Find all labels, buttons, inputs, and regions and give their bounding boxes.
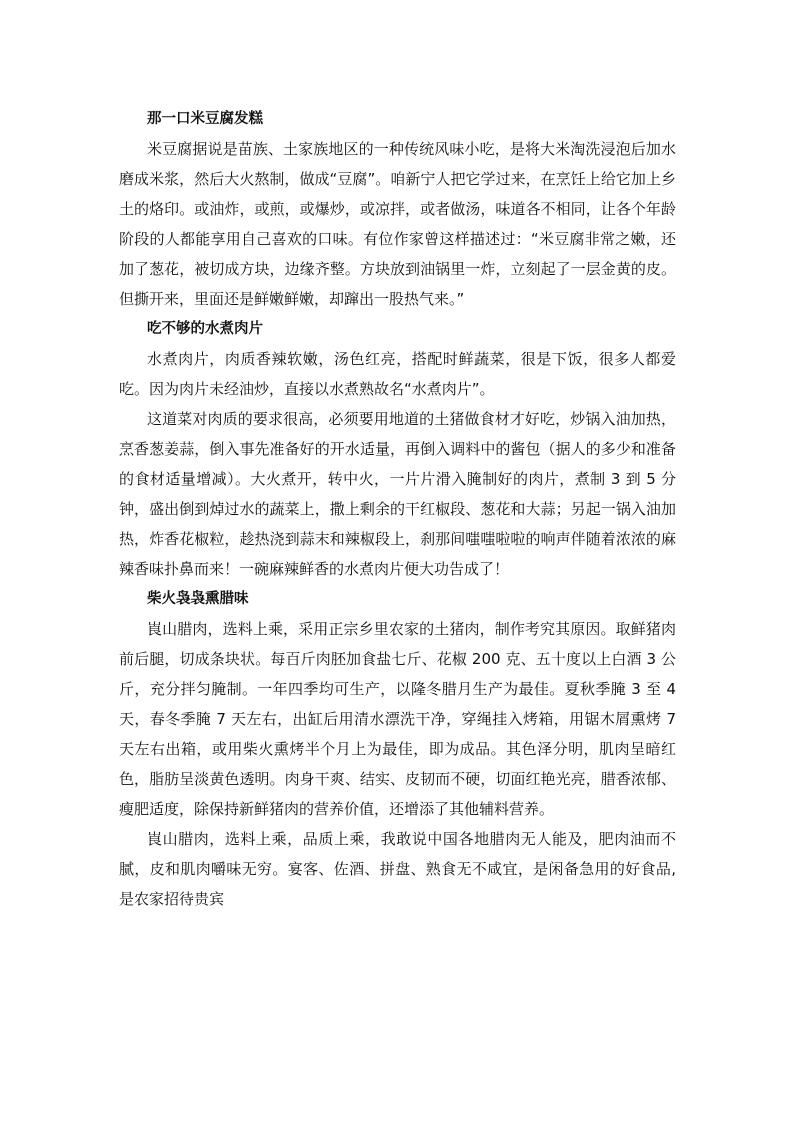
section-larou	[119, 584, 676, 914]
paragraph: 崀山腊肉，选料上乘，品质上乘，我敢说中国各地腊肉无人能及，肥肉油而不腻，皮和肌肉嚼味无穷。宴客、佐酒、拼盘、熟食无不咸宜，是闲备急用的好食品,是农家招待贵宾	[119, 830, 676, 908]
section-heading: 柴火袅袅熏腊味	[147, 591, 249, 607]
paragraph: 崀山腊肉，选料上乘，采用正宗乡里农家的土猪肉，制作考究其原因。取鲜猪肉前后腿，切成条块状。每百斤肉胚加食盐七斤、花椒 200 克、五十度以上白酒 3 公斤，充分拌匀腌制。一年四季均可生产，以隆冬腊月生产为最佳。夏秋季腌 3 至 4 天，春冬季腌 7 天左右，出缸后用清水漂洗干净，穿绳挂入烤箱，用锯木屑熏烤 7 天左右出箱，或用柴火熏烤半个月上为最佳，即为成品。其色泽分明，肌肉呈暗红色，脂肪呈淡黄色透明。肉身干爽、结实、皮韧而不硬，切面红艳光亮，腊香浓郁、瘦肥适度，除保持新鲜猪肉的营养价值，还增添了其他辅料营养。	[119, 620, 676, 818]
article-body	[119, 104, 676, 914]
paragraph: 米豆腐据说是苗族、土家族地区的一种传统风味小吃，是将大米淘洗浸泡后加水磨成米浆，然后大火熬制，做成“豆腐”。咱新宁人把它学过来，在烹饪上给它加上乡土的烙印。或油炸，或煎，或爆炒，或凉拌，或者做汤，味道各不相同，让各个年龄阶段的人都能享用自己喜欢的口味。有位作家曾这样描述过：“米豆腐非常之嫩，还加了葱花，被切成方块，边缘齐整。方块放到油锅里一炸，立刻起了一层金黄的皮。但撕开来，里面还是鲜嫩鲜嫩，却蹿出一股热气来。”	[119, 140, 676, 308]
section-shuizhu-roupian	[119, 314, 676, 584]
section-mi-doufu	[119, 104, 676, 314]
section-heading: 那一口米豆腐发糕	[147, 111, 263, 127]
paragraph: 水煮肉片，肉质香辣软嫩，汤色红亮，搭配时鲜蔬菜，很是下饭，很多人都爱吃。因为肉片未经油炒，直接以水煮熟故名“水煮肉片”。	[119, 350, 676, 398]
section-heading: 吃不够的水煮肉片	[147, 321, 263, 337]
paragraph: 这道菜对肉质的要求很高，必须要用地道的土猪做食材才好吃，炒锅入油加热，烹香葱姜蒜，倒入事先准备好的开水适量，再倒入调料中的酱包（据人的多少和准备的食材适量增减）。大火煮开，转中火，一片片滑入腌制好的肉片，煮制 3 到 5 分钟，盛出倒到焯过水的蔬菜上，撒上剩余的干红椒段、葱花和大蒜；另起一锅入油加热，炸香花椒粒，趁热浇到蒜末和辣椒段上，刹那间嗤嗤啦啦的响声伴随着浓浓的麻辣香味扑鼻而来！一碗麻辣鲜香的水煮肉片便大功告成了！	[119, 410, 676, 578]
